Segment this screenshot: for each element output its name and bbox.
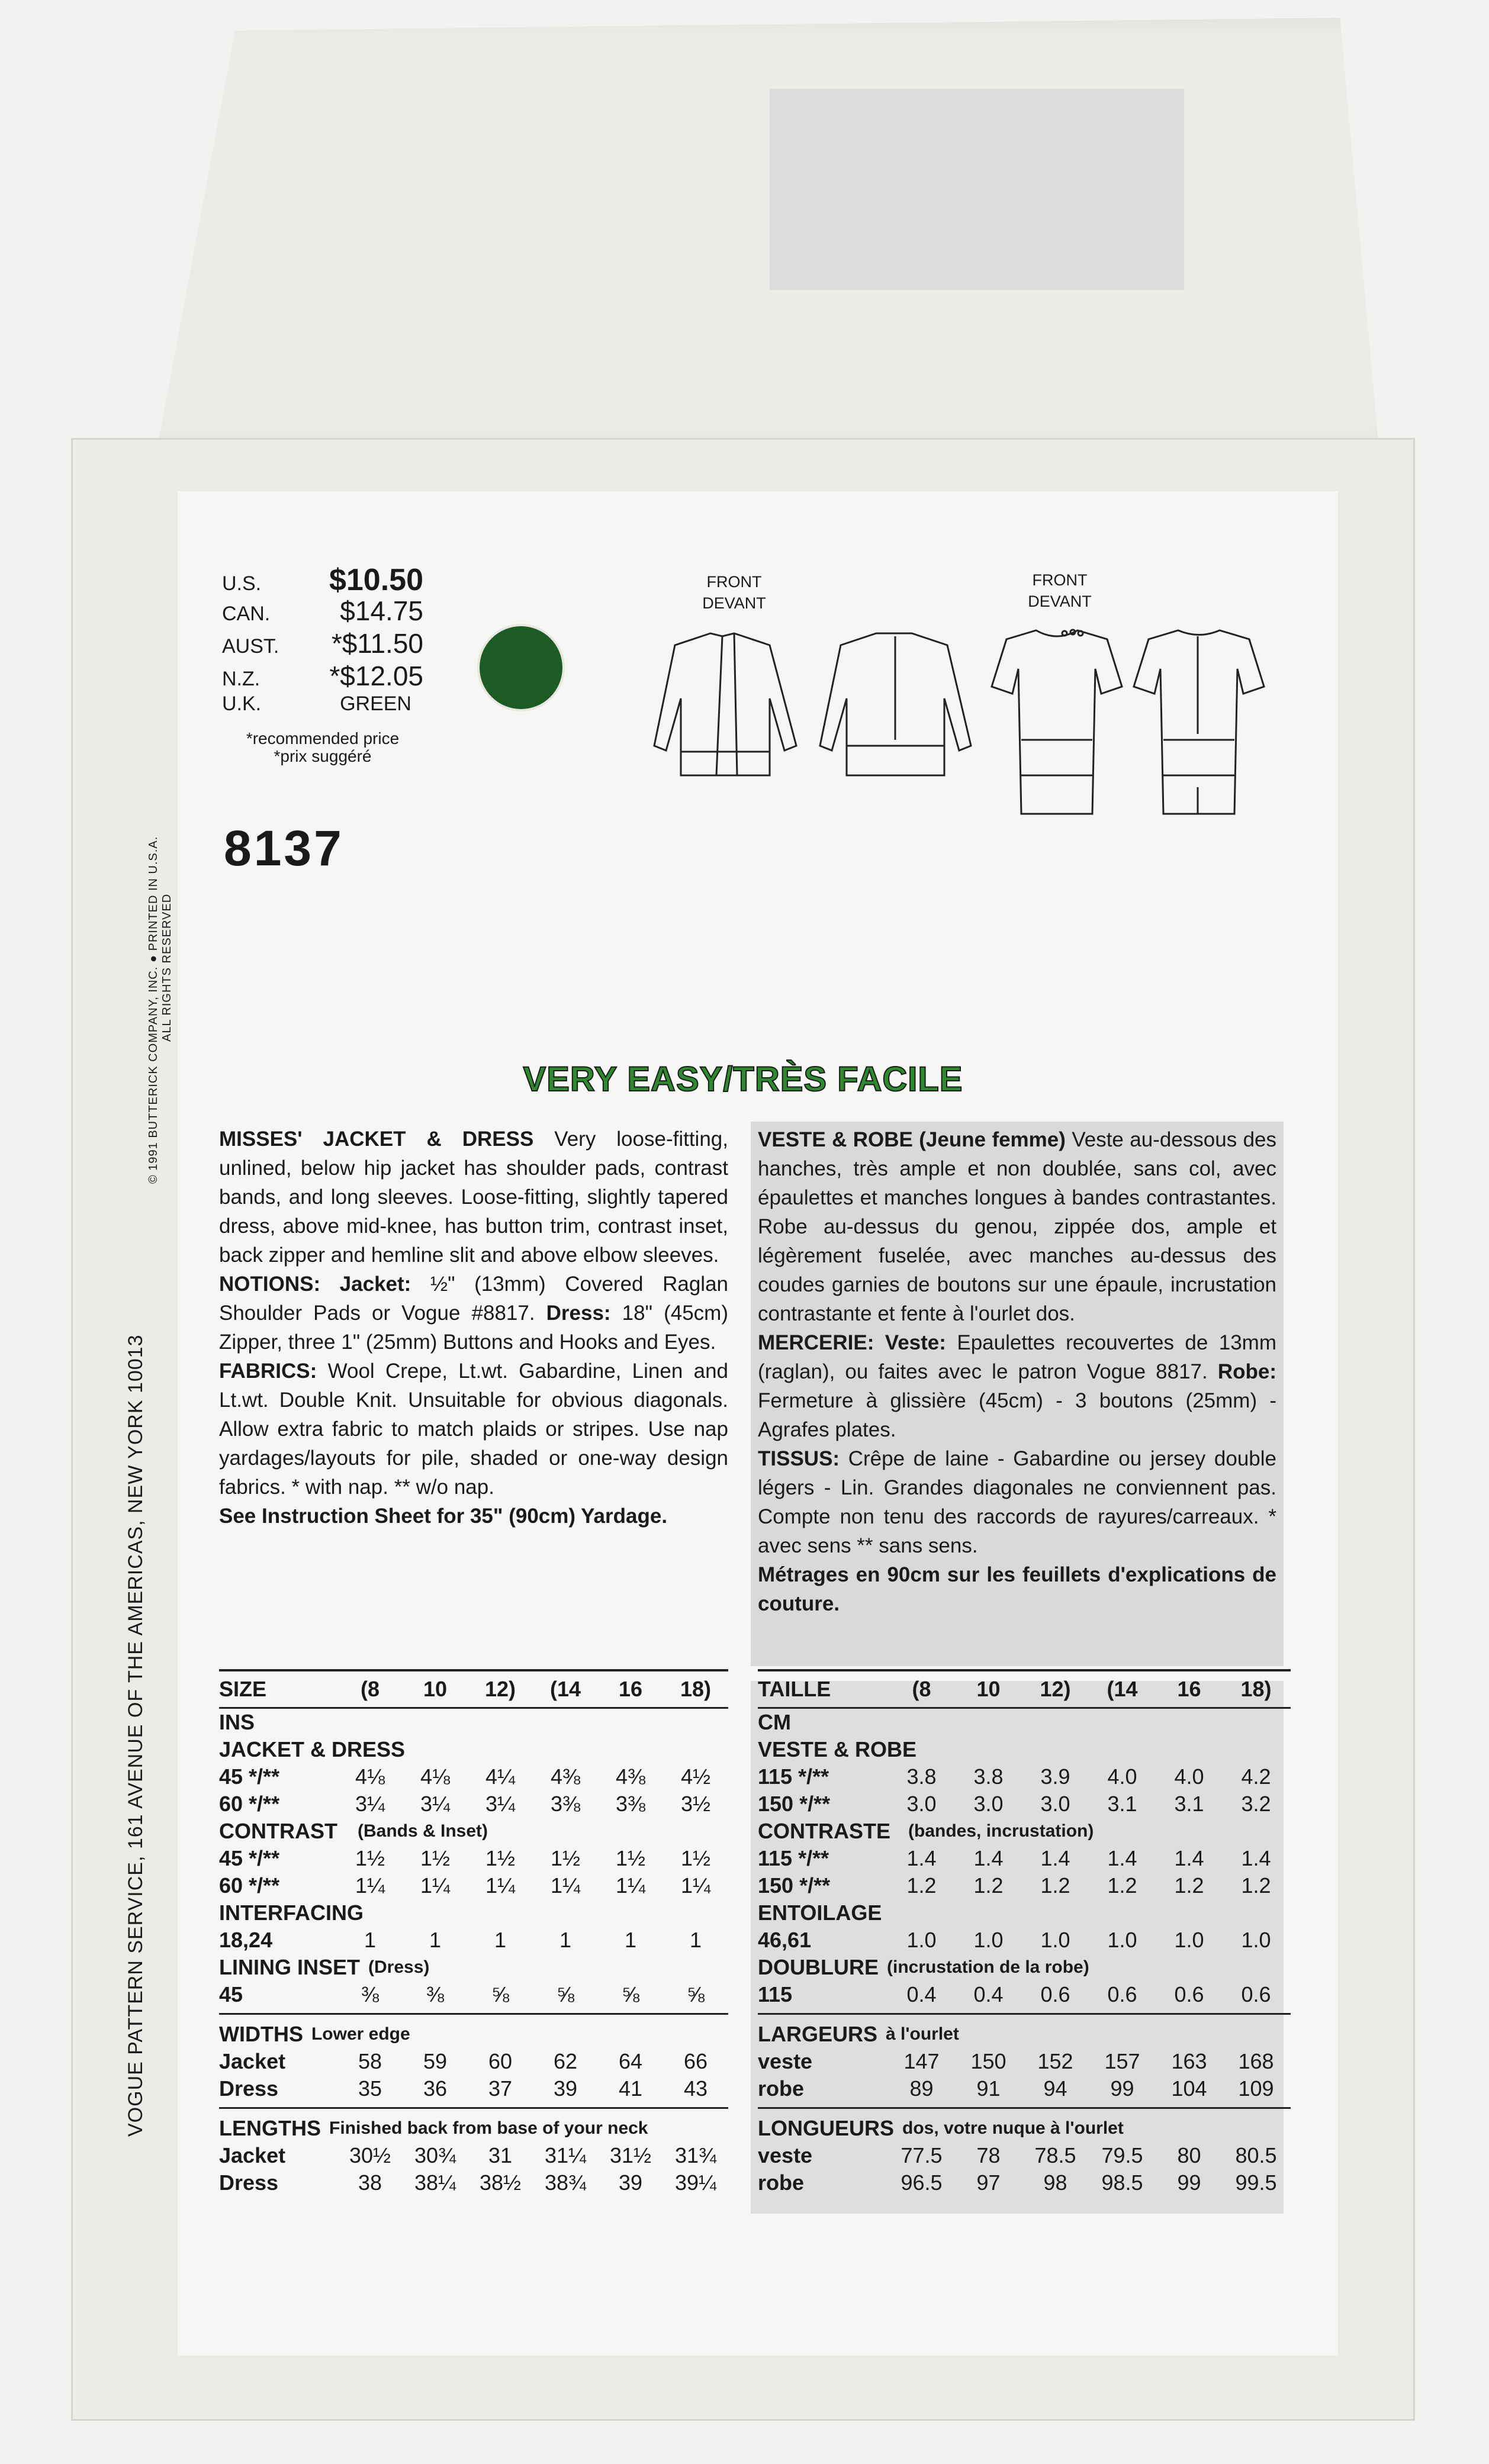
- table-row: [219, 1981, 728, 2008]
- row-value: 1.0: [1174, 1928, 1204, 1952]
- section-name: JACKET & DRESS: [219, 1737, 406, 1761]
- jacket-front-sketch: [654, 633, 796, 775]
- row-value: 3.1: [1107, 1792, 1137, 1816]
- section-title: [219, 1818, 728, 1845]
- row-value: 3⅜: [550, 1792, 581, 1816]
- devant-label: DEVANT: [702, 594, 766, 612]
- price-row-nz: [222, 660, 423, 693]
- row-value: 150: [970, 2049, 1006, 2073]
- row-value: 1.4: [1241, 1846, 1271, 1870]
- row-value: 3.2: [1241, 1792, 1271, 1816]
- envelope-flap: [107, 18, 1391, 444]
- row-label: Dress: [219, 2076, 279, 2101]
- table-divider: [758, 2013, 1291, 2015]
- section-sub: Finished back from base of your neck: [329, 2118, 648, 2138]
- section-sub: à l'ourlet: [886, 2024, 959, 2044]
- row-value: 39¼: [674, 2170, 717, 2195]
- row-value: 4⅜: [550, 1764, 581, 1789]
- row-label: robe: [758, 2076, 805, 2101]
- row-value: 3.9: [1040, 1764, 1070, 1789]
- table-row: [219, 2142, 728, 2169]
- row-value: 1½: [680, 1846, 711, 1870]
- row-label: 115 */**: [758, 1846, 829, 1870]
- row-value: 59: [423, 2049, 448, 2073]
- row-value: 3¼: [485, 1792, 516, 1816]
- section-title: [219, 2021, 728, 2048]
- row-label: 45 */**: [219, 1764, 280, 1789]
- section-sub: (bandes, incrustation): [908, 1821, 1094, 1841]
- row-label: Jacket: [219, 2143, 286, 2167]
- size-column: (14: [549, 1677, 581, 1701]
- section-name: CONTRASTE: [758, 1819, 890, 1843]
- section-name: ENTOILAGE: [758, 1901, 882, 1925]
- garment-description: Very loose-fitting, unlined, below hip jacket has shoulder pads, contrast bands, and long sleeves. Loose-fitting, slightly tapered dress, above mid-knee, has button trim, contrast inset, back zipper and hemline slit and above elbow sleeves.: [219, 1128, 728, 1267]
- section-sub: Lower edge: [311, 2024, 410, 2044]
- row-value: 89: [909, 2076, 934, 2101]
- table-row: [219, 1790, 728, 1818]
- row-value: 3⅜: [615, 1792, 646, 1816]
- price-label: AUST.: [222, 635, 279, 658]
- garment-description-fr: Veste au-dessous des hanches, très ample et non doublée, sans col, avec épaulettes et manches longues à bandes contrastantes. Robe au-dessus du genou, zippée dos, ample et légèrement fuselée, avec manches au-dessus des coudes garnies de boutons sur une épaule, incrustation contrastante et fente à l'ourlet dos.: [758, 1128, 1276, 1325]
- size-column: (8: [360, 1677, 380, 1701]
- row-label: veste: [758, 2143, 813, 2167]
- row-value: 1¼: [355, 1873, 385, 1898]
- row-label: veste: [758, 2049, 813, 2073]
- size-label: TAILLE: [758, 1677, 831, 1701]
- row-value: 37: [488, 2076, 513, 2101]
- row-value: 31: [488, 2143, 513, 2167]
- row-value: 1.2: [1241, 1873, 1271, 1898]
- row-value: 98: [1043, 2170, 1067, 2195]
- section-title: [219, 1954, 728, 1981]
- size-column: (14: [1107, 1677, 1138, 1701]
- mercerie-label: MERCERIE: Veste:: [758, 1331, 946, 1354]
- row-value: 1.0: [973, 1928, 1004, 1952]
- row-value: 3¼: [420, 1792, 451, 1816]
- row-value: 1: [429, 1928, 442, 1952]
- row-value: 94: [1043, 2076, 1067, 2101]
- row-value: 3.0: [906, 1792, 937, 1816]
- table-divider: [219, 2013, 728, 2015]
- size-header: [219, 1669, 728, 1709]
- row-value: 0.6: [1241, 1982, 1271, 2006]
- table-row: [758, 1872, 1291, 1899]
- size-column: 12): [484, 1677, 516, 1701]
- section-name: LENGTHS: [219, 2116, 321, 2140]
- row-label: 150 */**: [758, 1792, 831, 1816]
- tissus-text: Crêpe de laine - Gabardine ou jersey double légers - Lin. Grandes diagonales ne conviennent pas. Compte non tenu des raccords de rayures/carreaux. * avec sens ** sans sens.: [758, 1447, 1276, 1557]
- row-label: 115 */**: [758, 1764, 829, 1789]
- row-value: 168: [1238, 2049, 1274, 2073]
- metrages-note: Métrages en 90cm sur les feuillets d'explications de couture.: [758, 1563, 1276, 1615]
- row-value: 58: [358, 2049, 382, 2073]
- row-value: 1: [559, 1928, 572, 1952]
- row-value: 1¼: [680, 1873, 711, 1898]
- size-column: 12): [1040, 1677, 1071, 1701]
- row-value: 0.6: [1107, 1982, 1137, 2006]
- row-value: 1: [624, 1928, 637, 1952]
- row-value: 38¾: [544, 2170, 587, 2195]
- fabrics-text: Wool Crepe, Lt.wt. Gabardine, Linen and Lt.wt. Double Knit. Unsuitable for obvious diagonals. Allow extra fabric to match plaids or stripes. Use nap yardages/layouts for pile, shaded or one-way design fabrics. * with nap. ** w/o nap.: [219, 1360, 729, 1499]
- row-value: ⅝: [621, 1982, 640, 2006]
- copyright-text: © 1991 BUTTERICK COMPANY, INC. ● PRINTED IN U.S.A.: [147, 836, 160, 1184]
- price-value: $10.50: [329, 563, 423, 597]
- row-value: 0.6: [1174, 1982, 1204, 2006]
- section-title: [758, 1954, 1291, 1981]
- row-value: 4½: [680, 1764, 711, 1789]
- rights-text: ALL RIGHTS RESERVED: [160, 893, 173, 1042]
- section-name: LONGUEURS: [758, 2116, 895, 2140]
- row-value: 4⅛: [355, 1764, 385, 1789]
- row-value: 157: [1104, 2049, 1140, 2073]
- table-row: [758, 2048, 1291, 2075]
- notions-label: NOTIONS: Jacket:: [219, 1273, 411, 1296]
- garment-title-fr: VESTE & ROBE (Jeune femme): [758, 1128, 1066, 1151]
- table-row: [219, 1845, 728, 1872]
- section-sub: (Bands & Inset): [358, 1821, 488, 1841]
- row-value: ⅜: [426, 1982, 445, 2006]
- row-value: 41: [618, 2076, 643, 2101]
- row-value: 66: [683, 2049, 708, 2073]
- row-value: 1½: [355, 1846, 385, 1870]
- row-value: 1.0: [1241, 1928, 1271, 1952]
- row-label: 46,61: [758, 1928, 812, 1952]
- row-value: 38: [358, 2170, 382, 2195]
- price-row-aust: [222, 627, 423, 660]
- row-value: 1½: [615, 1846, 646, 1870]
- row-value: 64: [618, 2049, 643, 2073]
- row-value: 1½: [420, 1846, 451, 1870]
- size-column: 10: [976, 1677, 1001, 1701]
- table-row: [758, 2075, 1291, 2102]
- row-value: 1.2: [1107, 1873, 1137, 1898]
- section-title: [758, 1899, 1291, 1927]
- mercerie-robe-label: Robe:: [1217, 1360, 1276, 1383]
- table-row: [758, 2169, 1291, 2196]
- row-value: 99: [1177, 2170, 1201, 2195]
- notions-dress-text: 18" (45cm) Zipper, three 1" (25mm) Buttons and Hooks and Eyes.: [219, 1302, 728, 1354]
- mercerie-text: Epaulettes recouvertes de 13mm (raglan), ou faites avec le patron Vogue 8817.: [758, 1331, 1276, 1383]
- row-value: 77.5: [901, 2143, 943, 2167]
- row-value: 1¼: [420, 1873, 451, 1898]
- table-divider: [219, 2107, 728, 2109]
- price-row-us: [222, 562, 423, 595]
- section-name: INTERFACING: [219, 1901, 364, 1925]
- row-value: 0.6: [1040, 1982, 1070, 2006]
- row-value: 1: [494, 1928, 507, 1952]
- recommended-fr: *prix suggéré: [274, 747, 372, 765]
- row-value: 30¾: [414, 2143, 456, 2167]
- row-value: 78.5: [1034, 2143, 1076, 2167]
- publisher-address: VOGUE PATTERN SERVICE, 161 AVENUE OF THE AMERICAS, NEW YORK 10013: [124, 1334, 147, 2137]
- row-value: 78: [976, 2143, 1001, 2167]
- row-value: 3.0: [1040, 1792, 1070, 1816]
- size-column: 16: [1177, 1677, 1201, 1701]
- notions-text: ½" (13mm) Covered Raglan Shoulder Pads or Vogue #8817.: [219, 1273, 728, 1325]
- row-value: 147: [903, 2049, 940, 2073]
- row-label: 115: [758, 1982, 793, 2006]
- garment-title: MISSES' JACKET & DRESS: [219, 1128, 534, 1151]
- section-name: VESTE & ROBE: [758, 1737, 917, 1761]
- row-value: ⅝: [491, 1982, 510, 2006]
- english-description: [219, 1125, 728, 1531]
- fabrics-label: FABRICS:: [219, 1360, 317, 1383]
- row-value: 3.1: [1174, 1792, 1204, 1816]
- row-value: 4.0: [1107, 1764, 1137, 1789]
- row-value: 99: [1110, 2076, 1134, 2101]
- row-value: 38½: [479, 2170, 522, 2195]
- section-title: [758, 1736, 1291, 1763]
- row-value: 152: [1037, 2049, 1073, 2073]
- row-value: 1.2: [1040, 1873, 1070, 1898]
- front-label: FRONT: [706, 573, 762, 591]
- table-divider: [758, 2107, 1291, 2109]
- difficulty-headline: VERY EASY/TRÈS FACILE: [523, 1060, 963, 1099]
- section-sub: (incrustation de la robe): [887, 1957, 1089, 1977]
- row-value: 97: [976, 2170, 1001, 2195]
- row-value: 109: [1238, 2076, 1274, 2101]
- row-value: 39: [618, 2170, 643, 2195]
- front-label: FRONT: [1032, 571, 1088, 589]
- row-value: 79.5: [1101, 2143, 1143, 2167]
- instruction-note: See Instruction Sheet for 35" (90cm) Yardage.: [219, 1505, 668, 1528]
- row-value: 163: [1171, 2049, 1207, 2073]
- size-column: 16: [618, 1677, 643, 1701]
- row-value: ⅜: [361, 1982, 380, 2006]
- size-label: SIZE: [219, 1677, 267, 1701]
- row-label: 18,24: [219, 1928, 273, 1952]
- section-sub: dos, votre nuque à l'ourlet: [902, 2118, 1124, 2138]
- row-value: 1.2: [906, 1873, 937, 1898]
- row-value: 1.2: [973, 1873, 1004, 1898]
- price-value: *$11.50: [331, 628, 423, 659]
- pattern-number: 8137: [224, 820, 344, 876]
- french-description: [751, 1122, 1284, 1666]
- row-value: 1¼: [485, 1873, 516, 1898]
- row-value: 31¾: [674, 2143, 717, 2167]
- green-price-dot: [480, 626, 562, 709]
- table-row: [219, 2075, 728, 2102]
- price-value: *$12.05: [329, 661, 423, 691]
- row-value: 1.4: [1040, 1846, 1070, 1870]
- row-value: 4.2: [1241, 1764, 1271, 1789]
- table-row: [219, 1763, 728, 1790]
- row-value: 62: [553, 2049, 578, 2073]
- row-value: 1: [689, 1928, 702, 1952]
- row-value: 1½: [485, 1846, 516, 1870]
- row-value: 1.0: [1107, 1928, 1137, 1952]
- row-label: 60 */**: [219, 1873, 280, 1898]
- price-label: CAN.: [222, 603, 271, 625]
- garment-sketches: [628, 562, 1297, 823]
- row-value: 80.5: [1235, 2143, 1277, 2167]
- row-value: ⅝: [556, 1982, 575, 2006]
- price-value: $14.75: [340, 595, 423, 626]
- price-label: U.K.: [222, 693, 262, 715]
- dress-front-sketch: [992, 630, 1122, 814]
- size-column: 10: [423, 1677, 448, 1701]
- row-value: 3.0: [973, 1792, 1004, 1816]
- row-value: 35: [358, 2076, 382, 2101]
- row-value: 1.4: [1107, 1846, 1137, 1870]
- section-title: [219, 1899, 728, 1927]
- row-value: 4.0: [1174, 1764, 1204, 1789]
- row-label: Dress: [219, 2170, 279, 2195]
- unit-label: INS: [219, 1710, 255, 1734]
- row-value: 3.8: [973, 1764, 1004, 1789]
- row-label: 60 */**: [219, 1792, 280, 1816]
- row-value: 91: [976, 2076, 1001, 2101]
- table-row: [758, 1845, 1291, 1872]
- price-value: GREEN: [340, 693, 411, 715]
- section-title: [758, 1818, 1291, 1845]
- price-label: N.Z.: [222, 668, 261, 690]
- yardage-table-french: [758, 1669, 1291, 2196]
- row-value: 1¼: [550, 1873, 581, 1898]
- recommended-note: [222, 730, 423, 765]
- size-column: (8: [912, 1677, 931, 1701]
- row-label: 45 */**: [219, 1846, 280, 1870]
- price-row-can: [222, 595, 423, 627]
- flap-tab: [770, 89, 1184, 290]
- price-label: U.S.: [222, 572, 262, 595]
- row-value: 4⅜: [615, 1764, 646, 1789]
- row-label: 150 */**: [758, 1873, 831, 1898]
- tissus-label: TISSUS:: [758, 1447, 840, 1470]
- section-title: [758, 2021, 1291, 2048]
- row-value: 98.5: [1101, 2170, 1143, 2195]
- price-block: [222, 562, 423, 765]
- row-value: 30½: [349, 2143, 391, 2167]
- row-value: 99.5: [1235, 2170, 1277, 2195]
- mercerie-robe-text: Fermeture à glissière (45cm) - 3 boutons (25mm) - Agrafes plates.: [758, 1389, 1276, 1441]
- row-value: 31¼: [544, 2143, 587, 2167]
- row-value: 1.4: [1174, 1846, 1204, 1870]
- row-value: 96.5: [901, 2170, 943, 2195]
- row-value: 0.4: [906, 1982, 937, 2006]
- table-row: [219, 2048, 728, 2075]
- section-name: LINING INSET: [219, 1955, 361, 1979]
- row-value: 38¼: [414, 2170, 456, 2195]
- row-label: robe: [758, 2170, 805, 2195]
- row-value: 1½: [550, 1846, 581, 1870]
- table-row: [758, 1981, 1291, 2008]
- section-title: [219, 1736, 728, 1763]
- section-name: WIDTHS: [219, 2022, 303, 2046]
- section-title: [758, 2115, 1291, 2142]
- row-value: 1.0: [1040, 1928, 1070, 1952]
- row-value: 1: [364, 1928, 377, 1952]
- size-column: 18): [1240, 1677, 1272, 1701]
- size-header: [758, 1669, 1291, 1709]
- table-row: [758, 1927, 1291, 1954]
- section-name: CONTRAST: [219, 1819, 337, 1843]
- row-value: 4¼: [485, 1764, 516, 1789]
- row-value: 60: [488, 2049, 513, 2073]
- row-value: 43: [683, 2076, 708, 2101]
- row-label: Jacket: [219, 2049, 286, 2073]
- row-value: 31½: [609, 2143, 652, 2167]
- row-value: 0.4: [973, 1982, 1004, 2006]
- row-value: 36: [423, 2076, 448, 2101]
- devant-label: DEVANT: [1028, 592, 1092, 610]
- section-sub: (Dress): [368, 1957, 430, 1977]
- row-value: 3½: [680, 1792, 711, 1816]
- table-row: [219, 1927, 728, 1954]
- section-name: DOUBLURE: [758, 1955, 879, 1979]
- row-value: ⅝: [686, 1982, 705, 2006]
- dress-back-sketch: [1134, 630, 1264, 814]
- row-value: 4⅛: [420, 1764, 451, 1789]
- size-column: 18): [680, 1677, 712, 1701]
- table-row: [219, 1872, 728, 1899]
- row-value: 1.4: [906, 1846, 937, 1870]
- row-value: 3.8: [906, 1764, 937, 1789]
- price-row-uk: [222, 693, 423, 725]
- row-value: 104: [1171, 2076, 1207, 2101]
- row-value: 1.2: [1174, 1873, 1204, 1898]
- row-value: 1.0: [906, 1928, 937, 1952]
- yardage-table-english: [219, 1669, 728, 2196]
- row-value: 1¼: [615, 1873, 646, 1898]
- row-label: 45: [219, 1982, 243, 2006]
- notions-dress-label: Dress:: [546, 1302, 611, 1325]
- row-value: 1.4: [973, 1846, 1004, 1870]
- row-value: 39: [553, 2076, 578, 2101]
- jacket-back-sketch: [820, 633, 971, 775]
- recommended-en: *recommended price: [246, 729, 400, 748]
- table-row: [758, 1790, 1291, 1818]
- copyright-line: [147, 836, 174, 1184]
- section-title: [219, 2115, 728, 2142]
- table-row: [758, 2142, 1291, 2169]
- row-value: 80: [1177, 2143, 1201, 2167]
- table-row: [758, 1763, 1291, 1790]
- row-value: 3¼: [355, 1792, 385, 1816]
- unit-label: CM: [758, 1710, 791, 1734]
- table-row: [219, 2169, 728, 2196]
- section-name: LARGEURS: [758, 2022, 878, 2046]
